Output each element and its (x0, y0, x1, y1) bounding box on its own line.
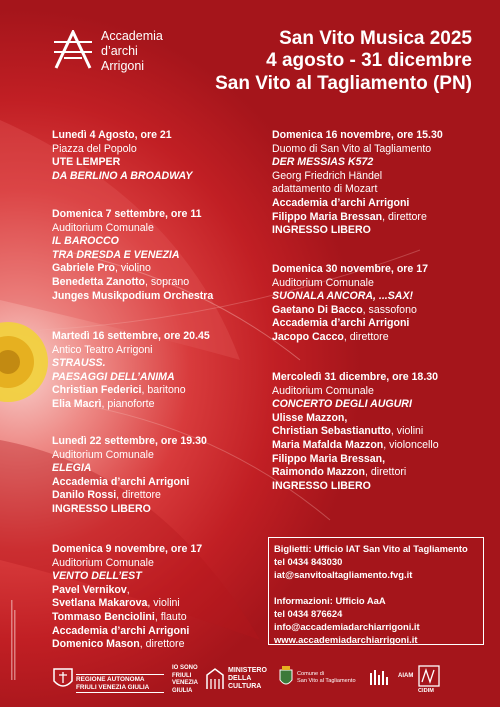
performer-name: Tommaso Benciolini (52, 610, 155, 623)
comune-line-2: San Vito al Tagliamento (297, 678, 356, 684)
event-date: Domenica 16 novembre, ore 15.30 (272, 129, 443, 141)
performer-role: , soprano (145, 275, 190, 288)
mic-line-2: DELLA (228, 675, 252, 682)
comune-crest-icon (278, 666, 294, 688)
event-venue: Piazza del Popolo (52, 142, 137, 155)
info-email-link[interactable]: info@accademiadarchiarrigoni.it (274, 621, 420, 632)
performer-line (272, 331, 428, 345)
event-performer: Accademia d’archi Arrigoni (272, 196, 410, 209)
performer-name: Christian Sebastianutto (272, 425, 391, 438)
flower-center (0, 322, 48, 402)
event-block (272, 263, 428, 345)
website-link[interactable]: www.accademiadarchiarrigoni.it (274, 634, 418, 645)
aiam-logo-icon (370, 668, 396, 686)
festival-header (215, 28, 472, 95)
performer-role: , flauto (154, 610, 187, 623)
performer-line (272, 439, 439, 453)
event-performer: Filippo Maria Bressan, (272, 452, 386, 465)
cidim-logo-icon (418, 665, 440, 687)
performer-name: Svetlana Makarova (52, 597, 148, 610)
event-performer: Junges Musikpodium Orchestra (52, 289, 214, 302)
event-venue: Auditorium Comunale (52, 221, 154, 234)
regione-text: REGIONE AUTONOMA FRIULI VENEZIA GIULIA (76, 674, 164, 693)
event-performer: Accademia d’archi Arrigoni (52, 624, 190, 637)
mic-text (228, 667, 267, 691)
org-line-3: Arrigoni (101, 59, 145, 73)
festival-location: San Vito al Tagliamento (PN) (215, 73, 472, 94)
performer-role: , direttore (382, 210, 427, 223)
performer-role: , sassofono (362, 303, 417, 316)
event-performer: INGRESSO LIBERO (52, 502, 151, 515)
festival-dates: 4 agosto - 31 dicembre (266, 50, 472, 71)
performer-line (52, 398, 210, 412)
performer-name: Elia Macrì (52, 397, 102, 410)
event-date: Lunedì 22 settembre, ore 19.30 (52, 435, 207, 447)
performer-line (52, 262, 213, 276)
performer-name: Christian Federici (52, 384, 142, 397)
performer-role: , direttore (343, 330, 389, 343)
performer-line (52, 611, 202, 625)
event-block (52, 208, 213, 303)
accademia-logo-icon (52, 30, 94, 70)
event-block (52, 543, 202, 652)
performer-line (52, 597, 202, 611)
event-block (52, 435, 207, 517)
performer-line (272, 304, 428, 318)
performer-role: , baritono (141, 384, 186, 397)
regione-logo-icon (52, 667, 74, 691)
performer-line (272, 211, 443, 225)
performer-role: , pianoforte (101, 397, 155, 410)
organization-name (101, 29, 163, 74)
event-title: VENTO DELL’EST (52, 570, 142, 583)
performer-role: , violoncello (383, 438, 439, 451)
event-title: PAESAGGI DELL’ANIMA (52, 370, 175, 383)
event-date: Martedì 16 settembre, ore 20.45 (52, 330, 210, 342)
event-title: ELEGIA (52, 462, 92, 475)
performer-name: Gaetano Di Bacco (272, 303, 363, 316)
performer-line (52, 638, 202, 652)
iosono-line-2: FRIULI (172, 672, 192, 679)
mic-line-1: MINISTERO (228, 667, 267, 674)
event-title: TRA DRESDA E VENEZIA (52, 248, 180, 261)
event-venue: Auditorium Comunale (272, 276, 374, 289)
event-title: DER MESSIAS K572 (272, 156, 374, 169)
sponsor-bar (0, 657, 500, 707)
event-title: CONCERTO DEGLI AUGURI (272, 398, 412, 411)
event-title: IL BAROCCO (52, 235, 119, 248)
festival-title: San Vito Musica 2025 (279, 28, 472, 49)
event-title: SUONALA ANCORA, ...SAX! (272, 290, 414, 303)
event-performer: UTE LEMPER (52, 156, 121, 169)
event-block (272, 371, 439, 493)
performer-name: Domenico Mason (52, 638, 140, 651)
tickets-email-link[interactable]: iat@sanvitoaltagliamento.fvg.it (274, 569, 413, 580)
tickets-phone[interactable]: tel 0434 843030 (274, 556, 343, 567)
performer-line (272, 425, 439, 439)
info-box (268, 537, 484, 645)
mic-line-3: CULTURA (228, 683, 262, 690)
performer-line (52, 384, 210, 398)
event-date: Lunedì 4 Agosto, ore 21 (52, 129, 172, 141)
event-title: STRAUSS. (52, 357, 106, 370)
performer-name: Maria Mafalda Mazzon (272, 438, 384, 451)
event-date: Mercoledì 31 dicembre, ore 18.30 (272, 371, 439, 383)
event-performer: Accademia d’archi Arrigoni (52, 475, 190, 488)
comune-text (297, 671, 356, 685)
performer-role: , violini (147, 597, 180, 610)
performer-role: , direttore (116, 489, 161, 502)
tickets-label: Biglietti: Ufficio IAT San Vito al Tagliamento (274, 543, 468, 554)
event-note: Georg Friedrich Händel (272, 169, 383, 182)
event-block (52, 330, 210, 412)
performer-name: Danilo Rossi (52, 489, 117, 502)
event-venue: Auditorium Comunale (272, 384, 374, 397)
event-venue: Antico Teatro Arrigoni (52, 343, 153, 356)
iosono-logo (172, 665, 198, 695)
performer-name: Gabriele Pro (52, 262, 115, 275)
performer-name: Filippo Maria Bressan (272, 210, 383, 223)
event-venue: Duomo di San Vito al Tagliamento (272, 142, 432, 155)
event-note: adattamento di Mozart (272, 183, 378, 196)
performer-name: Benedetta Zanotto (52, 275, 145, 288)
iosono-line-3: VENEZIA (172, 680, 199, 686)
event-block (272, 129, 443, 238)
event-venue: Auditorium Comunale (52, 448, 154, 461)
info-phone[interactable]: tel 0434 876624 (274, 608, 343, 619)
event-date: Domenica 9 novembre, ore 17 (52, 543, 203, 555)
performer-role: , violino (115, 262, 151, 275)
performer-role: , direttori (365, 466, 407, 479)
event-performer: Accademia d’archi Arrigoni (272, 317, 410, 330)
performer-role: , (126, 583, 130, 596)
info-label: Informazioni: Ufficio AaA (274, 595, 386, 606)
performer-role: , violini (390, 425, 424, 438)
mic-logo-icon (205, 667, 225, 691)
event-block (52, 129, 192, 183)
iosono-line-1: IO SONO (172, 665, 198, 671)
performer-name: Jacopo Cacco (272, 330, 344, 343)
event-venue: Auditorium Comunale (52, 556, 154, 569)
comune-line-1: Comune di (297, 671, 325, 677)
performer-role: , direttore (139, 638, 185, 651)
event-performer: INGRESSO LIBERO (272, 224, 371, 237)
cidim-text: CIDIM (418, 688, 434, 694)
performer-line (272, 466, 439, 480)
performer-line (52, 489, 207, 503)
performer-name: Raimondo Mazzon (272, 466, 365, 479)
event-date: Domenica 30 novembre, ore 17 (272, 263, 429, 275)
performer-line (52, 584, 202, 598)
event-date: Domenica 7 settembre, ore 11 (52, 208, 202, 220)
performer-name: Pavel Vernikov (52, 583, 127, 596)
performer-line (52, 276, 213, 290)
org-line-1: Accademia (101, 29, 163, 43)
event-performer: Ulisse Mazzon, (272, 411, 348, 424)
org-line-2: d’archi (101, 44, 138, 58)
event-performer: INGRESSO LIBERO (272, 479, 371, 492)
iosono-line-4: GIULIA (172, 687, 193, 694)
aiam-text: AIAM (398, 673, 414, 679)
event-title: DA BERLINO A BROADWAY (52, 169, 193, 182)
